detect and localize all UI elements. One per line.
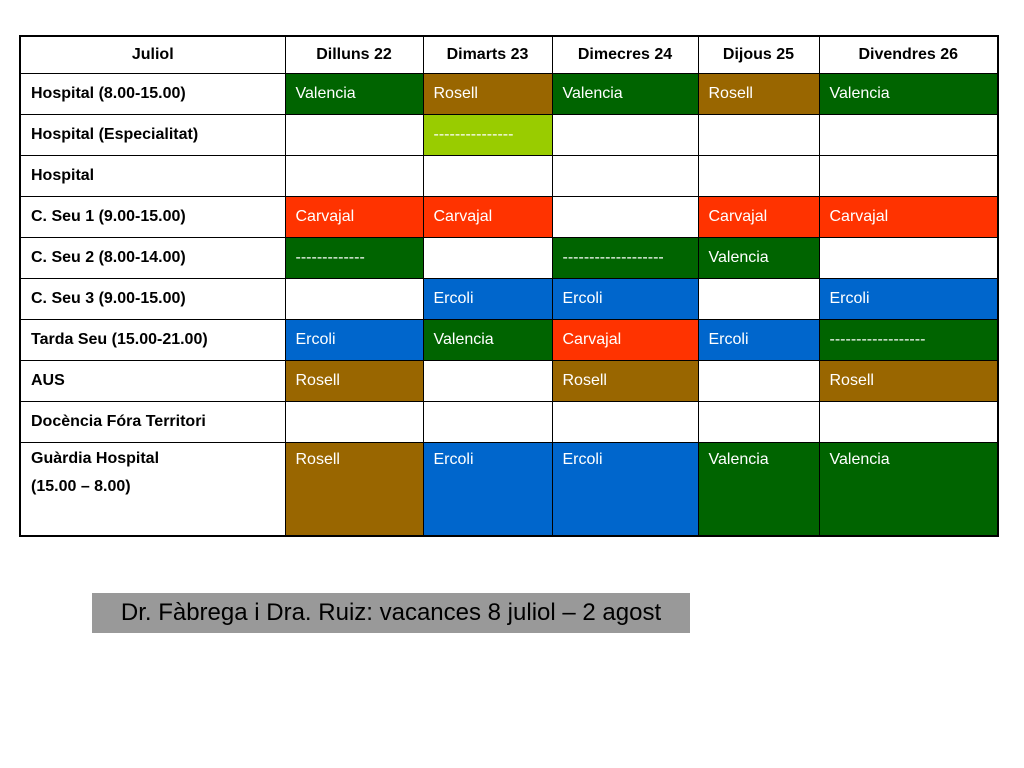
- schedule-cell: [423, 402, 552, 443]
- schedule-cell: Valencia: [819, 443, 998, 537]
- row-label: Hospital (8.00-15.00): [20, 74, 285, 115]
- header-day-thursday: Dijous 25: [698, 36, 819, 74]
- schedule-cell: Ercoli: [423, 279, 552, 320]
- schedule-cell: [285, 156, 423, 197]
- header-day-friday: Divendres 26: [819, 36, 998, 74]
- schedule-cell: [285, 402, 423, 443]
- table-row: [20, 238, 998, 279]
- schedule-cell: [552, 156, 698, 197]
- schedule-cell: [552, 115, 698, 156]
- schedule-cell: Ercoli: [819, 279, 998, 320]
- table-row: [20, 361, 998, 402]
- schedule-cell: [819, 402, 998, 443]
- schedule-cell: ------------------: [819, 320, 998, 361]
- schedule-cell: Rosell: [285, 361, 423, 402]
- schedule-cell: [285, 115, 423, 156]
- row-label: C. Seu 3 (9.00-15.00): [20, 279, 285, 320]
- schedule-cell: Valencia: [423, 320, 552, 361]
- schedule-table: [19, 35, 999, 537]
- table-row: [20, 279, 998, 320]
- header-day-wednesday: Dimecres 24: [552, 36, 698, 74]
- schedule-cell: Ercoli: [423, 443, 552, 537]
- schedule-cell: -------------: [285, 238, 423, 279]
- schedule-cell: Rosell: [698, 74, 819, 115]
- schedule-cell: -------------------: [552, 238, 698, 279]
- schedule-cell: Ercoli: [698, 320, 819, 361]
- schedule-cell: [423, 361, 552, 402]
- schedule-cell: Carvajal: [423, 197, 552, 238]
- schedule-cell: [819, 115, 998, 156]
- schedule-cell: [819, 238, 998, 279]
- table-row: [20, 443, 998, 537]
- schedule-cell: Valencia: [698, 238, 819, 279]
- vacation-note: Dr. Fàbrega i Dra. Ruiz: vacances 8 juliol – 2 agost: [92, 593, 690, 633]
- schedule-cell: Ercoli: [552, 279, 698, 320]
- header-day-tuesday: Dimarts 23: [423, 36, 552, 74]
- row-label: C. Seu 2 (8.00-14.00): [20, 238, 285, 279]
- schedule-cell: [285, 279, 423, 320]
- table-row: [20, 320, 998, 361]
- schedule-cell: Rosell: [285, 443, 423, 537]
- schedule-cell: Rosell: [552, 361, 698, 402]
- schedule-cell: Valencia: [698, 443, 819, 537]
- schedule-cell: Carvajal: [698, 197, 819, 238]
- schedule-cell: Rosell: [819, 361, 998, 402]
- schedule-cell: [698, 279, 819, 320]
- table-row: [20, 156, 998, 197]
- schedule-cell: [819, 156, 998, 197]
- schedule-cell: [698, 402, 819, 443]
- header-row: [20, 36, 998, 74]
- schedule-cell: Valencia: [552, 74, 698, 115]
- schedule-cell: Rosell: [423, 74, 552, 115]
- schedule-cell: [552, 197, 698, 238]
- table-row: [20, 197, 998, 238]
- schedule-cell: ---------------: [423, 115, 552, 156]
- schedule-cell: [698, 115, 819, 156]
- table-row: [20, 115, 998, 156]
- schedule-cell: Ercoli: [552, 443, 698, 537]
- row-label: Hospital: [20, 156, 285, 197]
- schedule-cell: Valencia: [819, 74, 998, 115]
- schedule-cell: Valencia: [285, 74, 423, 115]
- row-label: AUS: [20, 361, 285, 402]
- schedule-cell: [698, 156, 819, 197]
- schedule-cell: [423, 238, 552, 279]
- table-row: [20, 402, 998, 443]
- schedule-cell: [552, 402, 698, 443]
- row-label: C. Seu 1 (9.00-15.00): [20, 197, 285, 238]
- header-day-monday: Dilluns 22: [285, 36, 423, 74]
- schedule-cell: [698, 361, 819, 402]
- header-month: Juliol: [20, 36, 285, 74]
- schedule-body: [20, 74, 998, 537]
- row-label-line: (15.00 – 8.00): [31, 478, 131, 495]
- table-row: [20, 74, 998, 115]
- row-label: [20, 443, 285, 537]
- row-label: Docència Fóra Territori: [20, 402, 285, 443]
- schedule-cell: Carvajal: [819, 197, 998, 238]
- schedule-cell: [423, 156, 552, 197]
- row-label: Tarda Seu (15.00-21.00): [20, 320, 285, 361]
- row-label: Hospital (Especialitat): [20, 115, 285, 156]
- row-label-line: Guàrdia Hospital: [31, 450, 160, 467]
- schedule-cell: Ercoli: [285, 320, 423, 361]
- schedule-cell: Carvajal: [285, 197, 423, 238]
- schedule-cell: Carvajal: [552, 320, 698, 361]
